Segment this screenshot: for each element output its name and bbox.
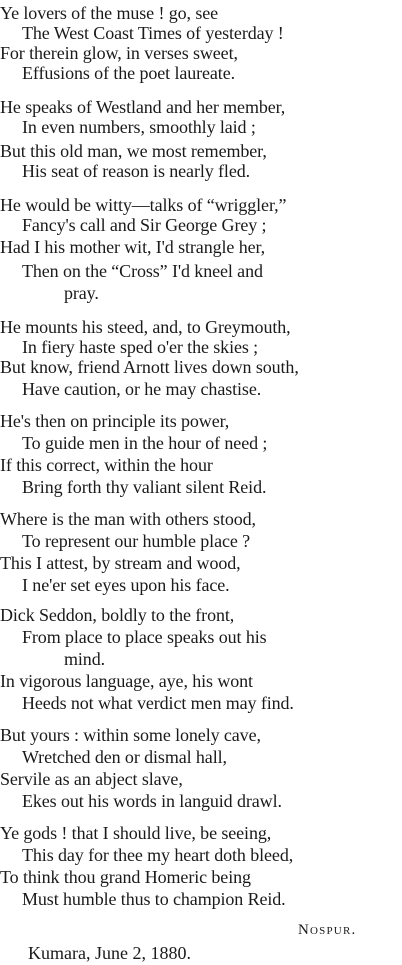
poem-line: If this correct, within the hour: [0, 455, 213, 475]
poem-line: To guide men in the hour of need ;: [22, 433, 268, 453]
poem-line: For therein glow, in verses sweet,: [0, 43, 238, 63]
poem-line: Effusions of the poet laureate.: [22, 63, 235, 83]
poem-line: Bring forth thy valiant silent Reid.: [22, 477, 267, 497]
author-signature: Nospur.: [298, 922, 357, 938]
dateline: Kumara, June 2, 1880.: [28, 943, 191, 963]
poem-line: To represent our humble place ?: [22, 531, 251, 551]
poem-line: Heeds not what verdict men may find.: [22, 693, 294, 713]
poem-line: Wretched den or dismal hall,: [22, 747, 227, 767]
poem-line: His seat of reason is nearly fled.: [22, 161, 251, 181]
poem-line: This I attest, by stream and wood,: [0, 553, 241, 573]
poem-line: From place to place speaks out his: [22, 627, 267, 647]
poem-line: I ne'er set eyes upon his face.: [22, 575, 230, 595]
poem-line: mind.: [64, 649, 106, 669]
poem-line: He's then on principle its power,: [0, 411, 230, 431]
poem-line: Have caution, or he may chastise.: [22, 379, 262, 399]
poem-line: In fiery haste sped o'er the skies ;: [22, 337, 259, 357]
poem-line: Then on the “Cross” I'd kneel and: [22, 261, 263, 281]
poem-line: Ekes out his words in languid drawl.: [22, 791, 282, 811]
poem-line: He would be witty—talks of “wriggler,”: [0, 195, 287, 215]
poem-line: The West Coast Times of yesterday !: [22, 23, 284, 43]
poem-line: But yours : within some lonely cave,: [0, 725, 261, 745]
poem-line: Fancy's call and Sir George Grey ;: [22, 215, 267, 235]
poem-line: To think thou grand Homeric being: [0, 867, 251, 887]
poem-line: He mounts his steed, and, to Greymouth,: [0, 317, 291, 337]
poem-line: Servile as an abject slave,: [0, 769, 183, 789]
poem-line: Ye gods ! that I should live, be seeing,: [0, 823, 272, 843]
poem-line: He speaks of Westland and her member,: [0, 97, 286, 117]
poem-line: Had I his mother wit, I'd strangle her,: [0, 237, 266, 257]
poem-line: Must humble thus to champion Reid.: [22, 889, 286, 909]
poem-line: Where is the man with others stood,: [0, 509, 256, 529]
poem-line: This day for thee my heart doth bleed,: [22, 845, 294, 865]
poem-line: But this old man, we most remember,: [0, 141, 267, 161]
poem-line: Dick Seddon, boldly to the front,: [0, 605, 235, 625]
poem-line: But know, friend Arnott lives down south,: [0, 357, 299, 377]
poem-line: In even numbers, smoothly laid ;: [22, 117, 256, 137]
poem-line: pray.: [64, 283, 99, 303]
poem-line: Ye lovers of the muse ! go, see: [0, 3, 219, 23]
poem-line: In vigorous language, aye, his wont: [0, 671, 253, 691]
